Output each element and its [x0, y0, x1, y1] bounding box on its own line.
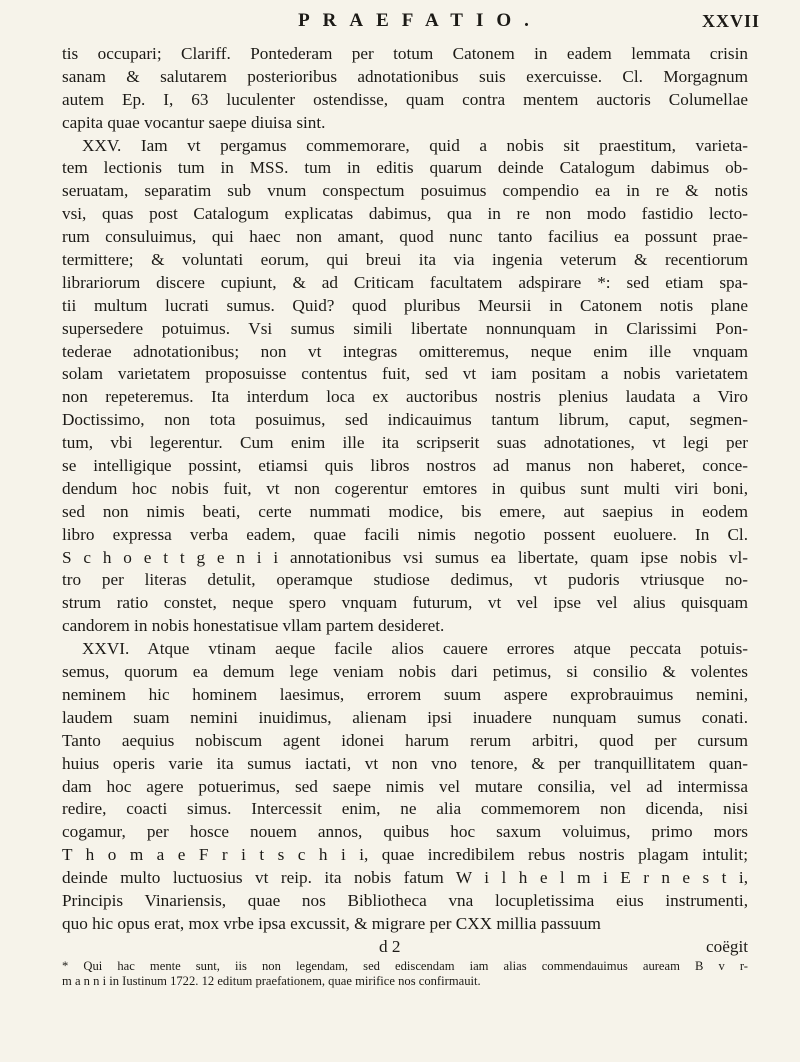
text-line: vsi, quas post Catalogum explicatas dabimus, qua in re non modo fastidio lecto-: [62, 204, 748, 224]
text-line: dam hoc agere potuerimus, sed saepe nimis vel mutare consilia, vel ad intermissa: [62, 776, 748, 796]
text-line: strum ratio constet, neque spero vnquam futurum, vt vel ipse vel alius quisquam: [62, 593, 748, 613]
text-line: rum consuluimus, qui haec non amant, quod nunc tanto facilius ea possunt prae-: [62, 227, 748, 247]
text-line: cogamur, per hosce nouem annos, quibus hoc saxum voluimus, primo mors: [62, 822, 748, 842]
page-number: XXVII: [701, 11, 760, 31]
text-line: huius operis varie ita sumus iactati, vt non vno tenore, & per tranquillitatem quan-: [62, 753, 748, 773]
text-line: T h o m a e F r i t s c h i i, quae incredibilem rebus nostris plagam intulit;: [62, 845, 748, 865]
text-line: tem lectionis tum in MSS. tum in editis quarum deinde Catalogum dabimus ob-: [62, 158, 748, 178]
text-line: candorem in nobis honestatisue vllam partem desideret.: [62, 616, 445, 636]
text-line: tis occupari; Clariff. Pontederam per totum Catonem in eadem lemmata crisin: [62, 44, 748, 63]
text-line: tro per literas detulit, operamque studiose dedimus, vt pudoris vtriusque no-: [62, 570, 748, 590]
text-line: semus, quorum ea demum lege veniam nobis dari petimus, si consilio & volentes: [62, 662, 748, 682]
text-line: S c h o e t t g e n i i annotationibus vsi sumus ea libertate, quam ipse nobis vl-: [62, 547, 748, 567]
text-line: neminem hic hominem laesimus, errorem suum aspere exprobrauimus nemini,: [62, 684, 748, 704]
text-line: Tanto aequius nobiscum agent idonei harum rerum arbitri, quod per cursum: [62, 730, 748, 750]
text-line: XXVI. Atque vtinam aeque facile alios cauere errores atque peccata potuis-: [82, 639, 748, 659]
footnote: [62, 959, 748, 990]
text-line: Principis Vinariensis, quae nos Bibliotheca vna locupletissima eius instrumenti,: [62, 890, 748, 910]
text-line: se intelligique possint, etiamsi quis libros nostros ad manus non haberet, conce-: [62, 456, 748, 476]
text-line: solam varietatem proposuisse contentus fuit, sed vt iam positam a nobis varietatem: [62, 364, 748, 384]
text-line: laudem suam nemini inuidimus, alienam ipsi inuadere nunquam sumus conati.: [62, 707, 748, 727]
text-line: sanam & salutarem posterioribus adnotationibus suis exercuisse. Cl. Morgagnum: [62, 66, 748, 86]
running-header: [0, 10, 800, 36]
text-line: librariorum discere cupiunt, & ad Criticam facultatem adspirare *: sed etiam spa-: [62, 272, 748, 292]
catchword: coëgit: [706, 936, 748, 956]
text-line: tum, vbi legerentur. Cum enim ille ita scripserit suas adnotationes, vt legi per: [62, 433, 748, 453]
text-line: Doctissimo, non tota posuimus, sed indicauimus tantum librum, caput, segmen-: [62, 410, 748, 430]
main-text: [62, 43, 748, 990]
footnote-line: m a n n i in Iustinum 1722. 12 editum praefationem, quae mirifice nos confirmauit.: [62, 974, 481, 989]
signature-row: [62, 936, 748, 959]
text-line: tederae adnotationibus; non vt integras omitteremus, neque enim ille vnquam: [62, 341, 748, 361]
text-line: XXV. Iam vt pergamus commemorare, quid a nobis sit praestitum, varieta-: [82, 135, 748, 155]
text-line: capita quae vocantur saepe diuisa sint.: [62, 112, 326, 132]
text-line: autem Ep. I, 63 luculenter ostendisse, quam contra mentem auctoris Columellae: [62, 89, 748, 109]
text-lines: [62, 43, 748, 936]
running-title: PRAEFATIO.: [298, 10, 542, 31]
text-line: non repeteremus. Ita interdum loca ex auctoribus nostris plenius laudata a Viro: [62, 387, 748, 407]
text-line: libro expressa verba eadem, quae facili nimis negotio possent euoluere. In Cl.: [62, 524, 748, 544]
text-line: termittere; & voluntati eorum, qui breui ita via ingenia veterum & recentiorum: [62, 250, 748, 270]
text-line: dendum hoc nobis fuit, vt non cogerentur emtores in quibus sunt multi viri boni,: [62, 478, 748, 498]
signature-mark: d 2: [379, 936, 401, 956]
text-line: deinde multo luctuosius vt reip. ita nobis fatum W i l h e l m i E r n e s t i,: [62, 868, 748, 888]
text-line: tii multum lucrati sumus. Quid? quod pluribus Meursii in Catonem notis plane: [62, 295, 748, 315]
text-line: sed non nimis beati, certe nummati modice, bis emere, aut saepius in eodem: [62, 501, 748, 521]
text-line: redire, coacti simus. Intercessit enim, ne alia commemorem non dicenda, nisi: [62, 799, 748, 819]
text-line: supersedere potuimus. Vsi sumus simili libertate nonnunquam in Clarissimi Pon-: [62, 318, 748, 338]
footnote-line: * Qui hac mente sunt, iis non legendam, sed ediscendam iam alias commendauimus auream B v r-: [62, 958, 748, 973]
text-line: seruatam, separatim sub vnum conspectum posuimus compendio ea in re & notis: [62, 181, 748, 201]
text-line: quo hic opus erat, mox vrbe ipsa excussit, & migrare per CXX millia passuum: [62, 913, 601, 933]
